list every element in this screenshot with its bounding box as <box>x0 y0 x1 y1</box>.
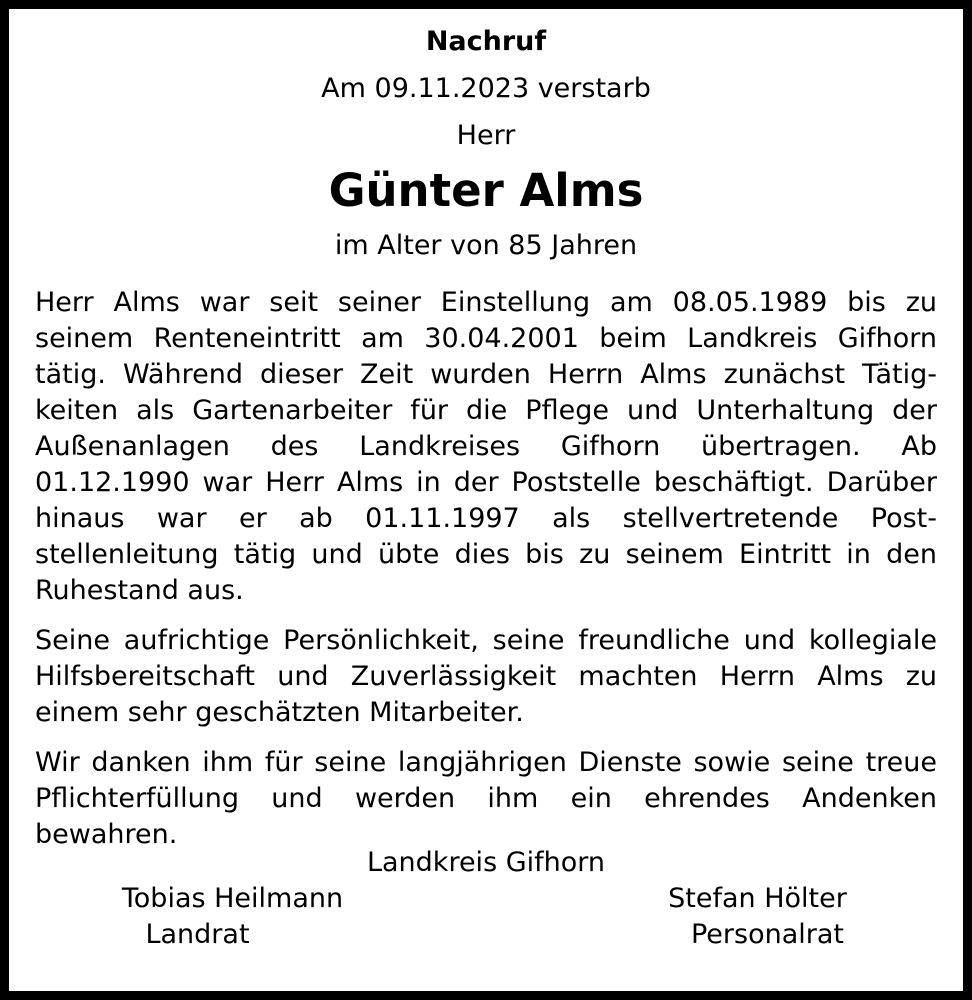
signature-right <box>630 881 885 953</box>
body-paragraph-thanks: Wir danken ihm für seine langjährigen Dienste sowie seine treue Pflichterfüllung und werden ihm ein ehrendes Andenken bewahren. <box>35 747 937 850</box>
age-line: im Alter von 85 Jahren <box>334 230 638 261</box>
body-paragraph-career: Herr Alms war seit seiner Einstellung am 08.05.1989 bis zu seinem Renteneintritt am 30.04.2001 beim Landkreis Gifhorn tätig. Während dieser Zeit wurden Herrn Alms zunächst Tätigkeiten als Gartenarbeiter für die Pflege und Unterhaltung der Außenanlagen des Landkreises Gifhorn übertragen. Ab 01.12.1990 war Herr Alms in der Poststelle beschäftigt. Darüber hinaus war er ab 01.11.1997 als stellvertretende Poststellenleitung tätig und übte dies bis zu seinem Eintritt in den Ruhestand aus. <box>35 287 937 606</box>
deceased-name: Günter Alms <box>328 164 644 217</box>
obituary-body <box>35 285 937 853</box>
organization-name: Landkreis Gifhorn <box>366 847 606 878</box>
death-date-line: Am 09.11.2023 verstarb <box>321 73 651 104</box>
signatory-role-left: Landrat <box>145 919 250 950</box>
signatory-name-left: Tobias Heilmann <box>121 883 344 914</box>
signatory-role-right: Personalrat <box>690 919 844 950</box>
body-paragraph-character: Seine aufrichtige Persönlichkeit, seine freundliche und kollegiale Hilfsbereitschaft und Zuverlässigkeit machten Herrn Alms zu einem sehr geschätzten Mitarbeiter. <box>35 625 937 728</box>
signatory-name-right: Stefan Hölter <box>668 883 847 914</box>
notice-heading: Nachruf <box>425 26 547 57</box>
salutation: Herr <box>456 120 516 151</box>
signature-left <box>95 881 370 953</box>
